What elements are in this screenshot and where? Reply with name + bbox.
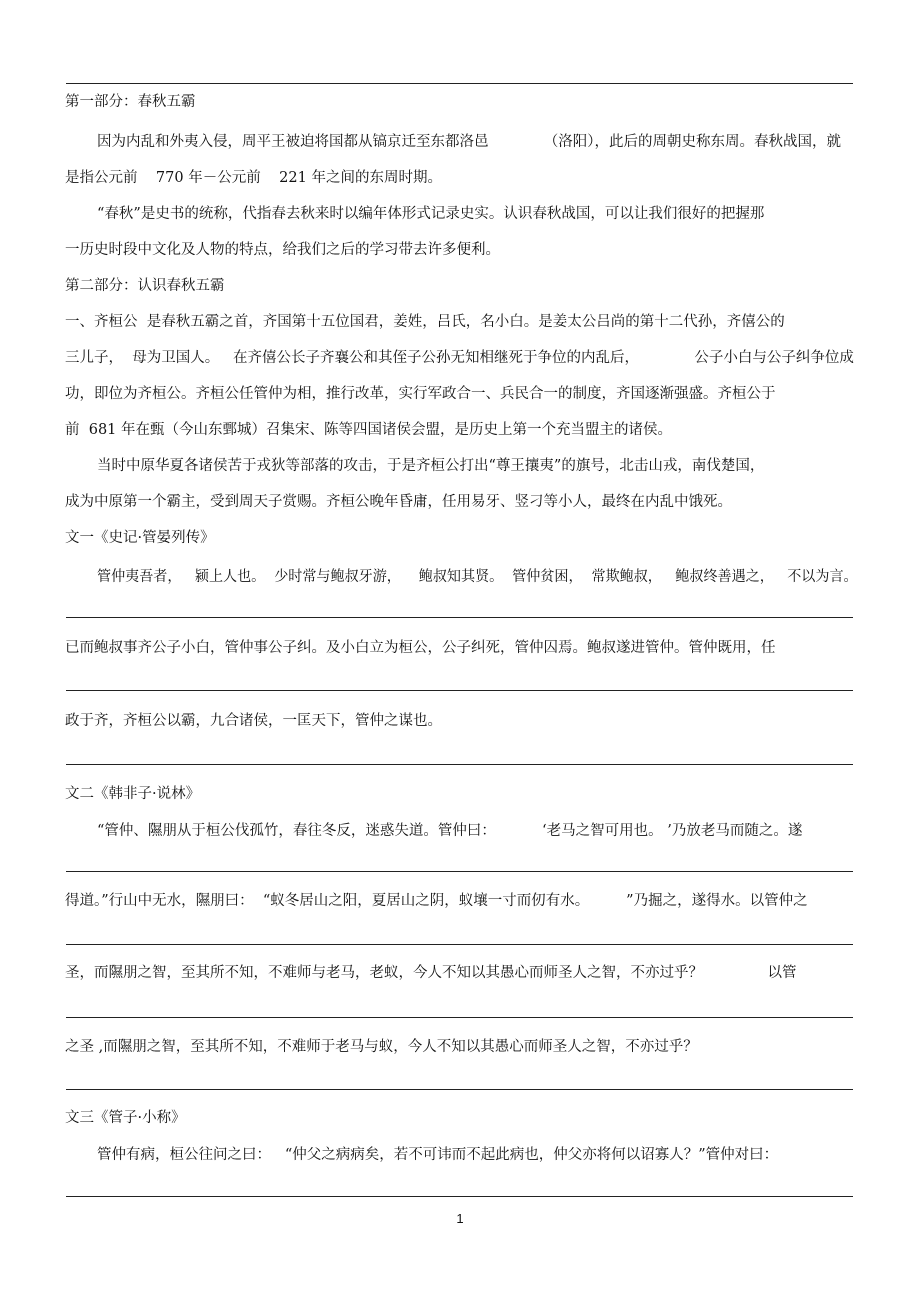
- answer-line: [66, 764, 853, 765]
- intro-line: 是指公元前 770 年－公元前 221 年之间的东周时期。: [65, 170, 442, 186]
- answer-line: [66, 1196, 853, 1197]
- text1-line: 管仲夷吾者， 颍上人也。 少时常与鲍叔牙游， 鲍叔知其贤。 管仲贫困， 常欺鲍叔， 鲍叔终善遇之， 不以为言。: [97, 569, 858, 585]
- text2-line: 圣，而隰朋之智，至其所不知，不难师与老马，老蚁，今人不知以其愚心而师圣人之智，不亦过乎？ 以管: [65, 965, 797, 981]
- text3-line: 管仲有病，桓公往问之曰： “仲父之病病矣，若不可讳而不起此病也，仲父亦将何以诏寡人？”管仲对曰：: [97, 1147, 779, 1163]
- huan-line: 一、齐桓公 是春秋五霸之首，齐国第十五位国君，姜姓，吕氏，名小白。是姜太公吕尚的第十二代孙，齐僖公的: [65, 314, 785, 330]
- text2-line: 之圣 ,而隰朋之智，至其所不知，不难师于老马与蚁，今人不知以其愚心而师圣人之智，不亦过乎？: [65, 1039, 698, 1055]
- answer-line: [66, 617, 853, 618]
- intro-line: 因为内乱和外夷入侵，周平王被迫将国都从镐京迁至东都洛邑 （洛阳），此后的周朝史称东周。春秋战国，就: [97, 134, 842, 150]
- page-number: 1: [456, 1211, 464, 1226]
- section-heading-1: 第一部分：春秋五霸: [65, 94, 196, 110]
- answer-line: [66, 1089, 853, 1090]
- section-heading-2: 第二部分：认识春秋五霸: [65, 278, 225, 294]
- huan-line: 当时中原华夏各诸侯苦于戎狄等部落的攻击，于是齐桓公打出“尊王攘夷”的旗号，北击山戎，南伐楚国，: [97, 458, 765, 474]
- huan-line: 前 681 年在甄（今山东鄄城）召集宋、陈等四国诸侯会盟，是历史上第一个充当盟主的诸侯。: [65, 422, 672, 438]
- huan-line: 功，即位为齐桓公。齐桓公任管仲为相，推行改革，实行军政合一、兵民合一的制度，齐国逐渐强盛。齐桓公于: [65, 386, 776, 402]
- huan-line: 成为中原第一个霸主，受到周天子赏赐。齐桓公晚年昏庸，任用易牙、竖刁等小人，最终在内乱中饿死。: [65, 494, 732, 510]
- intro-line: 一历史时段中文化及人物的特点，给我们之后的学习带去许多便利。: [65, 242, 500, 258]
- text2-line: “管仲、隰朋从于桓公伐孤竹，春往冬反，迷惑失道。管仲曰： ‘老马之智可用也。 ’乃放老马而随之。遂: [97, 823, 803, 839]
- text3-title: 文三《管子·小称》: [65, 1110, 186, 1126]
- answer-line: [66, 1017, 853, 1018]
- text1-title: 文一《史记·管晏列传》: [65, 530, 215, 546]
- answer-line: [66, 690, 853, 691]
- text2-line: 得道。”行山中无水，隰朋曰： “蚁冬居山之阳，夏居山之阴，蚁壤一寸而仞有水。 ”乃掘之，遂得水。以管仲之: [65, 893, 808, 909]
- huan-line: 三儿子， 母为卫国人。 在齐僖公长子齐襄公和其侄子公孙无知相继死于争位的内乱后， 公子小白与公子纠争位成: [65, 350, 854, 366]
- answer-line: [66, 944, 853, 945]
- text2-title: 文二《韩非子·说林》: [65, 786, 201, 802]
- top-rule: [66, 83, 853, 84]
- text1-line: 政于齐，齐桓公以霸，九合诸侯，一匡天下，管仲之谋也。: [65, 713, 442, 729]
- intro-line: “春秋”是史书的统称，代指春去秋来时以编年体形式记录史实。认识春秋战国，可以让我们很好的把握那: [97, 206, 765, 222]
- text1-line: 已而鲍叔事齐公子小白，管仲事公子纠。及小白立为桓公，公子纠死，管仲囚焉。鲍叔遂进管仲。管仲既用，任: [65, 640, 776, 656]
- answer-line: [66, 871, 853, 872]
